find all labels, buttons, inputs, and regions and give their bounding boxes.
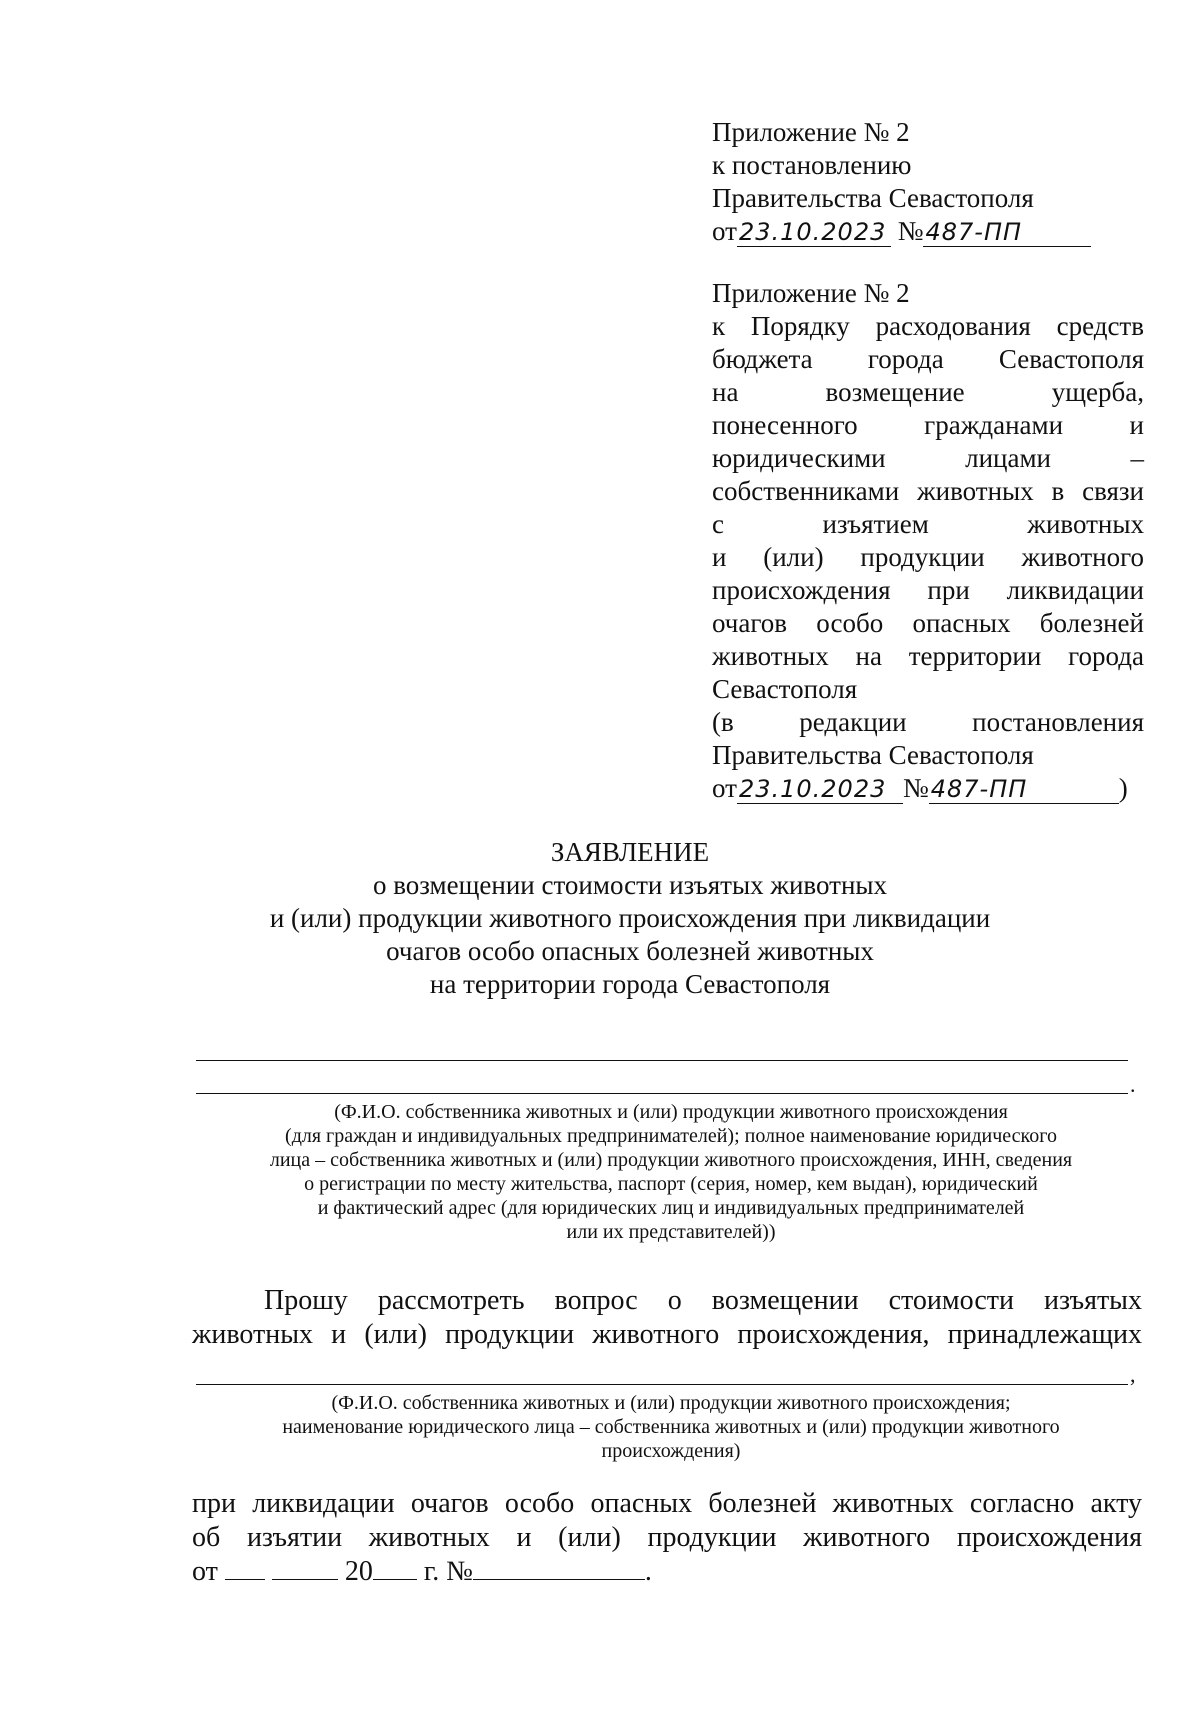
procedure-line-6: собственниками животных в связи (712, 476, 1144, 506)
request-line-1: Прошу рассмотреть вопрос о возмещении стоимости изъятых (264, 1285, 1142, 1316)
statement-subtitle-3: очагов особо опасных болезней животных (386, 936, 874, 966)
number-field (923, 217, 1091, 247)
procedure-line-2: бюджета города Севастополя (712, 344, 1144, 374)
handwritten-number: 487-ПП (925, 218, 1023, 246)
owner-blank-line-1 (196, 1060, 1128, 1061)
request-caption (196, 1391, 1146, 1463)
act-date-prefix: от (192, 1556, 218, 1587)
statement-heading: ЗАЯВЛЕНИЕ (550, 837, 710, 867)
procedure-line-9: происхождения при ликвидации (712, 575, 1144, 605)
revision-number-field (929, 774, 1119, 804)
owner-blank-line-2 (196, 1093, 1128, 1094)
act-end-mark: . (644, 1556, 652, 1587)
revision-number-prefix: № (902, 773, 929, 803)
owner-caption-line-4: о регистрации по месту жительства, паспорт (серия, номер, кем выдан), юридический (304, 1173, 1038, 1195)
revision-date-field (737, 774, 903, 804)
procedure-line-7: с изъятием животных (712, 509, 1144, 539)
act-day-blank (225, 1555, 265, 1580)
owner-caption-line-5: и фактический адрес (для юридических лиц и индивидуальных предпринимателей (317, 1197, 1025, 1219)
request-caption-line-2: наименование юридического лица – собственника животных и (или) продукции животного (282, 1416, 1060, 1438)
owner-caption-line-6: или их представителей)) (566, 1221, 776, 1243)
act-number-blank (473, 1555, 645, 1580)
date-field (737, 217, 891, 247)
owner-caption (196, 1100, 1146, 1244)
statement-subtitle-2: и (или) продукции животного происхождения при ликвидации (269, 903, 991, 933)
request-blank-line (196, 1384, 1128, 1385)
owner-end-mark: . (1130, 1072, 1136, 1097)
owner-caption-line-2: (для граждан и индивидуальных предпринимателей); полное наименование юридического (285, 1125, 1057, 1147)
procedure-line-8: и (или) продукции животного (712, 542, 1144, 572)
revision-handwritten-date: 23.10.2023 (738, 775, 887, 803)
procedure-line-4: понесенного гражданами и (712, 410, 1144, 440)
owner-caption-line-3: лица – собственника животных и (или) продукции животного происхождения, ИНН, сведения (269, 1149, 1073, 1171)
appendix-government: Правительства Севастополя (712, 183, 1034, 213)
appendix-title: Приложение № 2 (712, 117, 910, 147)
request-caption-line-1: (Ф.И.О. собственника животных и (или) продукции животного происхождения; (331, 1392, 1011, 1414)
procedure-city: Севастополя (712, 674, 858, 704)
closing-paren: ) (1118, 773, 1128, 803)
act-month-blank (272, 1555, 338, 1580)
closing-line-2: об изъятии животных и (или) продукции животного происхождения (192, 1522, 1142, 1553)
number-prefix: № (897, 216, 924, 246)
appendix-resolution-block (712, 116, 1144, 248)
closing-line-1: при ликвидации очагов особо опасных болезней животных согласно акту (192, 1488, 1142, 1519)
closing-date-line (192, 1555, 1142, 1589)
request-paragraph (192, 1284, 1142, 1352)
appendix-date-line (712, 215, 1144, 248)
request-caption-line-3: происхождения) (601, 1440, 741, 1462)
request-line-2: животных и (или) продукции животного происхождения, принадлежащих (192, 1319, 1142, 1350)
owner-caption-line-1: (Ф.И.О. собственника животных и (или) продукции животного происхождения (334, 1101, 1008, 1123)
statement-title-block (150, 836, 1110, 1001)
statement-subtitle-4: на территории города Севастополя (429, 969, 831, 999)
procedure-appendix-title: Приложение № 2 (712, 278, 910, 308)
appendix-to-resolution: к постановлению (712, 150, 912, 180)
revision-line: (в редакции постановления (712, 707, 1144, 737)
statement-subtitle-1: о возмещении стоимости изъятых животных (372, 870, 888, 900)
revision-date-line (712, 772, 1144, 805)
appendix-procedure-block (712, 277, 1144, 805)
procedure-line-5: юридическими лицами – (712, 443, 1144, 473)
request-end-mark: , (1130, 1362, 1136, 1387)
procedure-line-11: животных на территории города (712, 641, 1144, 671)
procedure-line-3: на возмещение ущерба, (712, 377, 1144, 407)
procedure-line-10: очагов особо опасных болезней (712, 608, 1144, 638)
revision-handwritten-number: 487-ПП (930, 775, 1028, 803)
procedure-line-1: к Порядку расходования средств (712, 311, 1144, 341)
revision-date-prefix: от (712, 773, 737, 803)
act-year-blank (373, 1555, 417, 1580)
revision-government: Правительства Севастополя (712, 740, 1034, 770)
date-prefix: от (712, 216, 737, 246)
closing-paragraph (192, 1487, 1142, 1589)
act-number-prefix: г. № (423, 1556, 473, 1587)
act-year-prefix: 20 (344, 1556, 373, 1587)
handwritten-date: 23.10.2023 (738, 218, 887, 246)
